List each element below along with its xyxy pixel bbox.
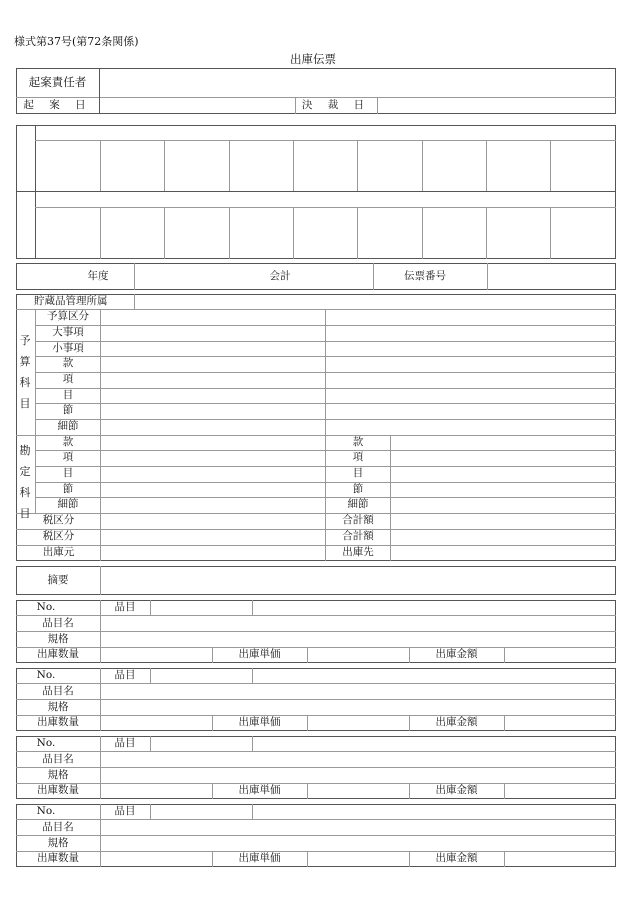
- budget-row-label: 小事項: [52, 342, 84, 354]
- tax-value-field-right[interactable]: [391, 546, 615, 560]
- item-spec-label: 規格: [47, 769, 69, 781]
- unit-price-field[interactable]: [308, 852, 408, 866]
- tax-row-label: 税区分: [42, 530, 75, 542]
- tax-value-field[interactable]: [101, 530, 324, 544]
- item-spec-field[interactable]: [101, 836, 615, 851]
- drafter-label: 起案責任者: [28, 75, 87, 89]
- year-label: 年度: [87, 270, 109, 282]
- budget-code-field[interactable]: [101, 357, 324, 371]
- draft-date-label: 起 案 日: [23, 99, 92, 111]
- amount-field[interactable]: [505, 648, 615, 662]
- unit-price-label: 出庫単価: [238, 648, 281, 660]
- account-group-label: 勘定科目: [19, 444, 31, 520]
- summary-field[interactable]: [101, 567, 615, 594]
- budget-name-field[interactable]: [326, 420, 615, 434]
- unit-price-label: 出庫単価: [238, 716, 281, 728]
- account-row-label: 節: [62, 483, 74, 495]
- item-spec-field[interactable]: [101, 700, 615, 715]
- item-spec-field[interactable]: [101, 768, 615, 783]
- budget-name-field[interactable]: [326, 389, 615, 403]
- account-label: 会計: [269, 270, 291, 282]
- unit-price-label: 出庫単価: [238, 852, 281, 864]
- account-code-field-right[interactable]: [391, 451, 615, 465]
- decision-date-field[interactable]: [378, 98, 615, 113]
- budget-code-field[interactable]: [101, 373, 324, 387]
- budget-code-field[interactable]: [101, 420, 324, 434]
- account-row-label-right: 項: [352, 451, 364, 463]
- account-field[interactable]: [135, 264, 255, 289]
- tax-row-label: 出庫元: [42, 546, 75, 558]
- budget-name-field[interactable]: [326, 357, 615, 371]
- budget-row-label: 細節: [57, 420, 79, 432]
- item-extra-field[interactable]: [253, 601, 615, 615]
- item-name-field[interactable]: [101, 820, 615, 835]
- budget-name-field[interactable]: [326, 373, 615, 387]
- budget-row-label: 項: [62, 373, 74, 385]
- item-spec-label: 規格: [47, 837, 69, 849]
- tax-value-field[interactable]: [101, 514, 324, 528]
- item-extra-field[interactable]: [253, 737, 615, 751]
- budget-code-field[interactable]: [101, 310, 324, 324]
- unit-price-field[interactable]: [308, 648, 408, 662]
- budget-name-field[interactable]: [326, 404, 615, 418]
- slip-number-field[interactable]: [488, 264, 615, 289]
- item-name-label: 品目名: [42, 821, 74, 833]
- item-name-label: 品目名: [42, 617, 74, 629]
- decision-date-label: 決 裁 日: [301, 99, 371, 111]
- item-label: 品目: [114, 737, 136, 749]
- account-code-field[interactable]: [101, 483, 324, 497]
- budget-code-field[interactable]: [101, 404, 324, 418]
- quantity-field[interactable]: [101, 648, 211, 662]
- item-label: 品目: [114, 805, 136, 817]
- budget-row-label: 節: [62, 404, 74, 416]
- tax-row-label: 税区分: [42, 514, 75, 526]
- amount-label: 出庫金額: [435, 648, 478, 660]
- tax-row-label-right: 合計額: [342, 530, 374, 542]
- budget-group-label: 予算科目: [19, 334, 31, 410]
- quantity-label: 出庫数量: [37, 784, 79, 796]
- item-extra-field[interactable]: [253, 669, 615, 683]
- item-name-label: 品目名: [42, 753, 74, 765]
- account-code-field-right[interactable]: [391, 436, 615, 450]
- summary-label: 摘要: [47, 574, 69, 586]
- account-code-field[interactable]: [101, 451, 324, 465]
- item-spec-label: 規格: [47, 701, 69, 713]
- tax-row-label-right: 合計額: [342, 514, 374, 526]
- account-row-label-right: 細節: [347, 498, 369, 510]
- item-name-field[interactable]: [101, 684, 615, 699]
- account-row-label-right: 款: [352, 436, 364, 448]
- item-no-label: No.: [36, 805, 56, 817]
- item-no-label: No.: [36, 737, 56, 749]
- store-department-field[interactable]: [135, 295, 615, 309]
- unit-price-field[interactable]: [308, 784, 408, 798]
- quantity-label: 出庫数量: [37, 716, 79, 728]
- account-row-label-right: 目: [352, 467, 364, 479]
- item-name-field[interactable]: [101, 616, 615, 631]
- item-name-label: 品目名: [42, 685, 74, 697]
- tax-value-field-right[interactable]: [391, 530, 615, 544]
- budget-row-label: 大事項: [52, 326, 84, 338]
- budget-row-label: 予算区分: [47, 310, 89, 322]
- account-row-label: 款: [62, 436, 74, 448]
- account-row-label: 細節: [57, 498, 79, 510]
- store-department-label: 貯蔵品管理所属: [34, 295, 108, 307]
- item-extra-field[interactable]: [253, 805, 615, 819]
- draft-date-field[interactable]: [100, 98, 294, 113]
- tax-value-field-right[interactable]: [391, 514, 615, 528]
- slip-number-label: 伝票番号: [404, 270, 446, 282]
- budget-name-field[interactable]: [326, 310, 615, 324]
- amount-label: 出庫金額: [435, 852, 478, 864]
- account-code-field-right[interactable]: [391, 498, 615, 512]
- unit-price-field[interactable]: [308, 716, 408, 730]
- drafter-field[interactable]: [100, 69, 615, 96]
- account-row-label: 目: [62, 467, 74, 479]
- budget-code-field[interactable]: [101, 342, 324, 356]
- budget-code-field[interactable]: [101, 389, 324, 403]
- item-label: 品目: [114, 601, 136, 613]
- tax-row-label-right: 出庫先: [342, 546, 374, 558]
- tax-value-field[interactable]: [101, 546, 324, 560]
- budget-row-label: 目: [62, 389, 74, 401]
- item-no-label: No.: [36, 669, 56, 681]
- account-code-field-right[interactable]: [391, 483, 615, 497]
- budget-row-label: 款: [62, 357, 74, 369]
- budget-code-field[interactable]: [101, 326, 324, 340]
- quantity-field[interactable]: [101, 852, 211, 866]
- form-number: 様式第37号(第72条関係): [14, 35, 139, 48]
- item-spec-label: 規格: [47, 633, 69, 645]
- account-row-label-right: 節: [352, 483, 364, 495]
- item-name-field[interactable]: [101, 752, 615, 767]
- amount-field[interactable]: [505, 716, 615, 730]
- year-field[interactable]: [17, 264, 77, 289]
- budget-name-field[interactable]: [326, 326, 615, 340]
- item-code-field[interactable]: [151, 601, 251, 615]
- amount-label: 出庫金額: [435, 716, 478, 728]
- item-spec-field[interactable]: [101, 632, 615, 647]
- account-code-field[interactable]: [101, 436, 324, 450]
- quantity-label: 出庫数量: [37, 852, 79, 864]
- account-code-field[interactable]: [101, 498, 324, 512]
- item-label: 品目: [114, 669, 136, 681]
- form-title: 出庫伝票: [290, 52, 336, 66]
- item-code-field[interactable]: [151, 737, 251, 751]
- amount-field[interactable]: [505, 784, 615, 798]
- item-code-field[interactable]: [151, 669, 251, 683]
- account-row-label: 項: [62, 451, 74, 463]
- quantity-label: 出庫数量: [37, 648, 79, 660]
- quantity-field[interactable]: [101, 784, 211, 798]
- item-code-field[interactable]: [151, 805, 251, 819]
- quantity-field[interactable]: [101, 716, 211, 730]
- item-no-label: No.: [36, 601, 56, 613]
- amount-label: 出庫金額: [435, 784, 478, 796]
- unit-price-label: 出庫単価: [238, 784, 281, 796]
- budget-name-field[interactable]: [326, 342, 615, 356]
- account-code-field-right[interactable]: [391, 467, 615, 481]
- account-code-field[interactable]: [101, 467, 324, 481]
- amount-field[interactable]: [505, 852, 615, 866]
